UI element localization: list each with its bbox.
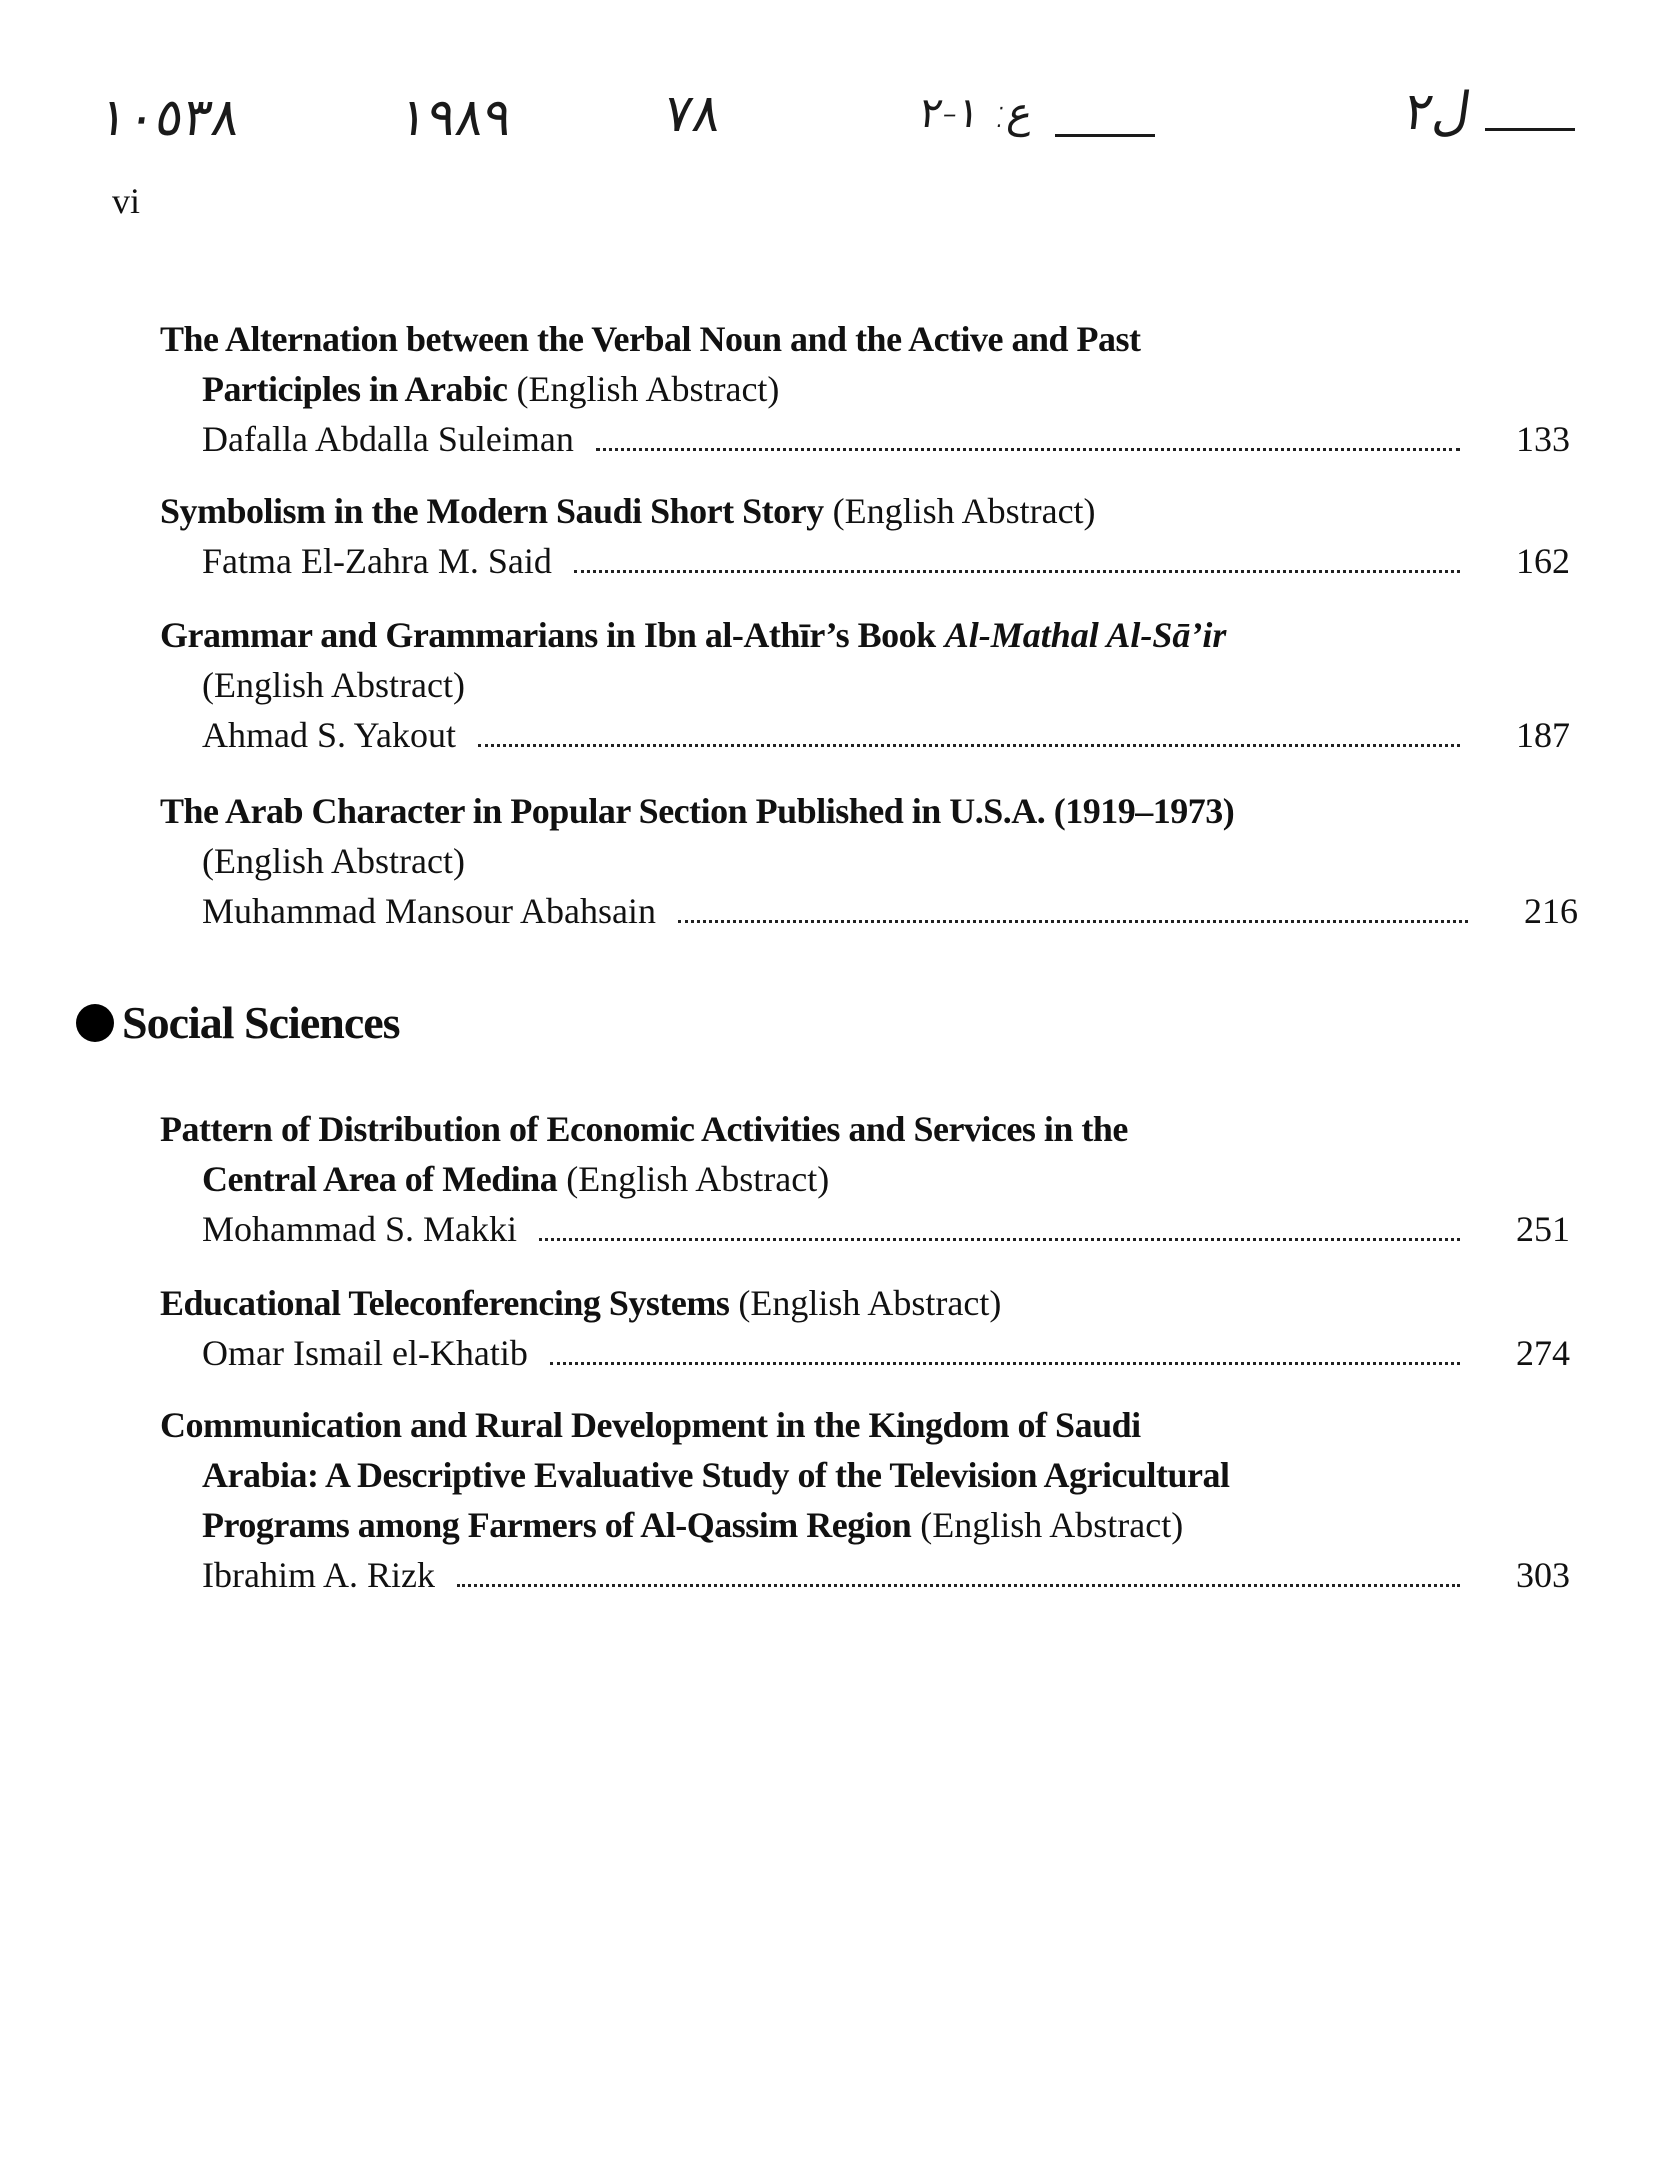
entry-title: The Alternation between the Verbal Noun and the Active and Past — [160, 319, 1141, 359]
section-heading — [76, 996, 400, 1049]
toc-entry[interactable] — [160, 314, 1570, 464]
handwritten-mark: ٧٨ — [660, 84, 726, 144]
author-line — [160, 414, 1570, 464]
handwritten-mark: ع: ١-٢ — [916, 88, 1037, 137]
handwritten-mark: ١٠٥٣٨ — [95, 88, 244, 148]
entry-title: Grammar and Grammarians in Ibn al-Athīr’s Book — [160, 615, 936, 655]
toc-entry[interactable] — [160, 486, 1570, 586]
dot-leader — [457, 1584, 1460, 1587]
dot-leader — [539, 1238, 1460, 1241]
entry-title: Communication and Rural Development in the Kingdom of Saudi — [160, 1405, 1141, 1445]
abstract-label: (English Abstract) — [202, 841, 465, 881]
entry-title-part: Central Area of Medina — [202, 1159, 558, 1199]
page-number: vi — [112, 181, 141, 221]
dot-leader — [678, 920, 1468, 923]
author-line — [160, 710, 1570, 760]
abstract-label: (English Abstract) — [832, 491, 1096, 531]
handwritten-mark: ل٢ — [1400, 82, 1475, 142]
entry-title: Symbolism in the Modern Saudi Short Story — [160, 491, 824, 531]
bullet-icon — [76, 1004, 114, 1042]
entry-author: Ahmad S. Yakout — [202, 715, 457, 755]
toc-entry[interactable] — [160, 786, 1578, 936]
entry-page: 162 — [1516, 541, 1570, 581]
entry-title-part: Participles in Arabic — [202, 369, 508, 409]
abstract-label: (English Abstract) — [738, 1283, 1002, 1323]
entry-page: 216 — [1524, 891, 1578, 931]
entry-page: 133 — [1516, 419, 1570, 459]
entry-title-line — [160, 1278, 1570, 1328]
toc-entry[interactable] — [160, 610, 1570, 760]
handwritten-mark: ١٩٨٩ — [395, 88, 516, 148]
entry-title-line — [160, 610, 1570, 660]
toc-entry[interactable] — [160, 1278, 1570, 1378]
author-line — [160, 1328, 1570, 1378]
entry-title: Educational Teleconferencing Systems — [160, 1283, 730, 1323]
dot-leader — [574, 570, 1460, 573]
entry-author: Mohammad S. Makki — [202, 1209, 517, 1249]
entry-title-continued: Arabia: A Descriptive Evaluative Study of the Television Agricultural — [202, 1455, 1230, 1495]
dot-leader — [596, 448, 1460, 451]
entry-title: Pattern of Distribution of Economic Activities and Services in the — [160, 1109, 1128, 1149]
abstract-label: (English Abstract) — [566, 1159, 830, 1199]
entry-author: Muhammad Mansour Abahsain — [202, 891, 656, 931]
dot-leader — [550, 1362, 1460, 1365]
book-title: Al-Mathal Al-Sā’ir — [944, 615, 1227, 655]
entry-title-continued — [160, 1500, 1570, 1550]
toc-entry[interactable] — [160, 1400, 1570, 1600]
entry-author: Ibrahim A. Rizk — [202, 1555, 435, 1595]
section-heading-text: Social Sciences — [122, 997, 400, 1048]
abstract-label: (English Abstract) — [920, 1505, 1184, 1545]
handwritten-underline — [1055, 134, 1155, 137]
entry-author: Fatma El-Zahra M. Said — [202, 541, 552, 581]
author-line — [160, 536, 1570, 586]
entry-title: The Arab Character in Popular Section Published in U.S.A. (1919–1973) — [160, 791, 1235, 831]
entry-title-part: Programs among Farmers of Al-Qassim Region — [202, 1505, 912, 1545]
handwritten-underline — [1485, 128, 1575, 131]
dot-leader — [478, 744, 1460, 747]
author-line — [160, 1550, 1570, 1600]
author-line — [160, 1204, 1570, 1254]
abstract-label: (English Abstract) — [202, 665, 465, 705]
entry-page: 274 — [1516, 1333, 1570, 1373]
entry-page: 187 — [1516, 715, 1570, 755]
handwritten-annotations — [95, 82, 1580, 168]
entry-page: 251 — [1516, 1209, 1570, 1249]
entry-author: Omar Ismail el-Khatib — [202, 1333, 528, 1373]
entry-title-continued — [160, 364, 1570, 414]
entry-page: 303 — [1516, 1555, 1570, 1595]
entry-title-continued — [160, 1154, 1570, 1204]
entry-title-line — [160, 486, 1570, 536]
toc-entry[interactable] — [160, 1104, 1570, 1254]
abstract-label: (English Abstract) — [516, 369, 780, 409]
entry-author: Dafalla Abdalla Suleiman — [202, 419, 574, 459]
author-line — [160, 886, 1578, 936]
